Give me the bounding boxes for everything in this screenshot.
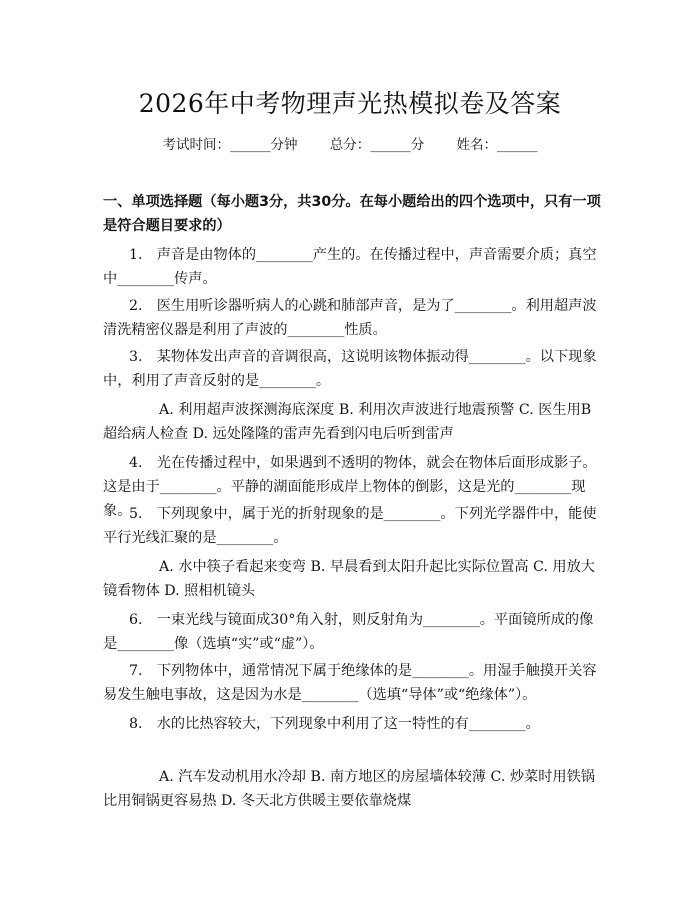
exam-time-field: 考试时间：______分钟 — [162, 137, 298, 153]
exam-meta — [0, 133, 700, 153]
question-5-options: A. 水中筷子看起来变弯 B. 早晨看到太阳升起比实际位置高 C. 用放大镜看物体 D. 照相机镜头 — [103, 559, 595, 599]
question-3: 3. 某物体发出声音的音调很高，这说明该物体振动得________。以下现象中，利用了声音反射的是________。 — [103, 349, 597, 389]
question-8: 8. 水的比热容较大，下列现象中利用了这一特性的有________。 — [129, 716, 540, 732]
question-7: 7. 下列物体中，通常情况下属于绝缘体的是________。用湿手触摸开关容易发生触电事故，这是因为水是________（选填“导体”或“绝缘体”）。 — [103, 663, 597, 703]
question-8-options: A. 汽车发动机用水冷却 B. 南方地区的房屋墙体较薄 C. 炒菜时用铁锅比用铜锅更容易热 D. 冬天北方供暖主要依靠烧煤 — [103, 769, 595, 809]
name-field: 姓名：______ — [456, 137, 538, 153]
section-heading: 一、单项选择题（每小题3分，共30分。在每小题给出的四个选项中，只有一项是符合题目要求的） — [103, 194, 601, 234]
question-3-options: A. 利用超声波探测海底深度 B. 利用次声波进行地震预警 C. 医生用B超给病人检查 D. 远处隆隆的雷声先看到闪电后听到雷声 — [103, 402, 592, 442]
question-5: 5. 下列现象中，属于光的折射现象的是________。下列光学器件中，能使平行光线汇聚的是________。 — [103, 506, 597, 546]
page-title: 2026年中考物理声光热模拟卷及答案 — [138, 89, 562, 118]
total-score-field: 总分：______分 — [329, 137, 425, 153]
question-4: 4. 光在传播过程中，如果遇到不透明的物体，就会在物体后面形成影子。这是由于________。平静的湖面能形成岸上物体的倒影，这是光的________现象。 — [103, 455, 597, 519]
question-2: 2. 医生用听诊器听病人的心跳和肺部声音，是为了________。利用超声波清洗精密仪器是利用了声波的________性质。 — [103, 298, 597, 338]
question-1: 1. 声音是由物体的________产生的。在传播过程中，声音需要介质；真空中________传声。 — [103, 247, 597, 287]
question-6: 6. 一束光线与镜面成30°角入射，则反射角为________。平面镜所成的像是________像（选填“实”或“虚”）。 — [103, 612, 594, 652]
